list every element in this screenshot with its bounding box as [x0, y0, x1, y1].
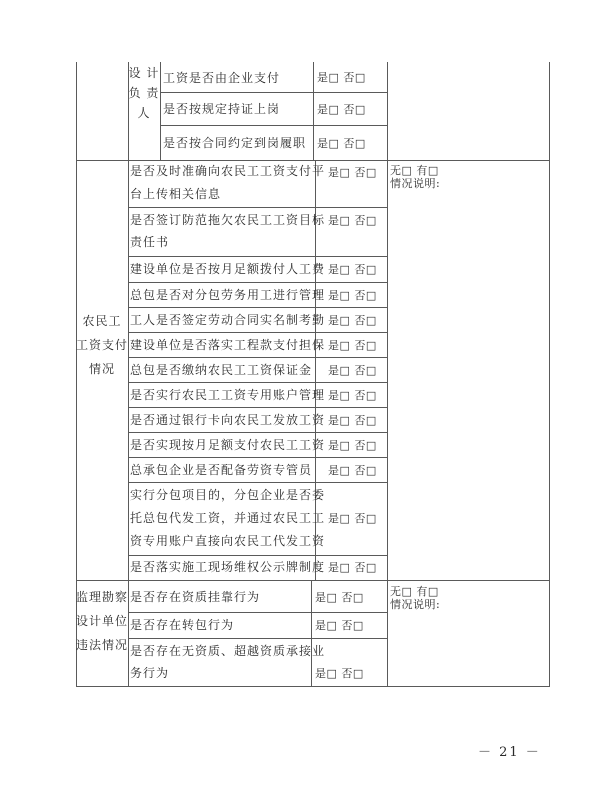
question-text: 工资是否由企业支付 [163, 71, 281, 85]
situation-note-label: 情况说明: [390, 598, 441, 611]
design-lead-label-line: 人 [137, 106, 151, 120]
question-text: 建设单位是否按月足额拨付人工费 [130, 262, 326, 276]
row-divider [128, 638, 387, 639]
yes-no-checkbox[interactable]: 是□ 否□ [317, 71, 366, 84]
question-text: 是否按规定持证上岗 [163, 102, 281, 116]
question-text: 责任书 [130, 235, 170, 249]
wages-section-label-line: 农民工 [82, 314, 122, 328]
question-text: 台上传相关信息 [130, 187, 222, 201]
yes-no-checkbox[interactable]: 是□ 否□ [328, 464, 377, 477]
row-divider [128, 307, 387, 308]
yes-no-checkbox[interactable]: 是□ 否□ [328, 166, 377, 179]
question-text: 是否签订防范拖欠农民工工资目标 [130, 213, 326, 227]
yes-no-checkbox[interactable]: 是□ 否□ [328, 339, 377, 352]
question-text: 工人是否签定劳动合同实名制考勤 [130, 313, 326, 327]
question-text: 务行为 [130, 666, 170, 680]
design-lead-label-line: 设 计 [128, 66, 160, 80]
yes-no-checkbox[interactable]: 是□ 否□ [317, 137, 366, 150]
row-divider [128, 407, 387, 408]
question-text: 总承包企业是否配备劳资专管员 [130, 463, 313, 477]
supervision-section-label-line: 设计单位 [76, 614, 129, 628]
column-divider-options [313, 62, 314, 160]
section-divider [76, 580, 550, 581]
supervision-section-label-line: 监理勘察 [76, 590, 129, 604]
question-text: 是否存在资质挂靠行为 [130, 590, 261, 604]
table-bottom-border [76, 686, 550, 687]
row-divider [128, 207, 387, 208]
column-divider-label [128, 62, 129, 687]
yes-no-checkbox[interactable]: 是□ 否□ [328, 512, 377, 525]
row-divider [160, 92, 387, 93]
question-text: 是否存在转包行为 [130, 618, 235, 632]
row-divider [128, 432, 387, 433]
row-divider [128, 256, 387, 257]
row-divider [128, 612, 387, 613]
yes-no-checkbox[interactable]: 是□ 否□ [328, 214, 377, 227]
column-divider-options [311, 580, 312, 687]
yes-no-checkbox[interactable]: 是□ 否□ [328, 389, 377, 402]
row-divider [128, 382, 387, 383]
row-divider [128, 332, 387, 333]
wages-section-label-line: 工资支付 [76, 338, 129, 352]
yes-no-checkbox[interactable]: 是□ 否□ [317, 103, 366, 116]
none-yes-checkbox[interactable]: 无□ 有□ [390, 585, 439, 598]
yes-no-checkbox[interactable]: 是□ 否□ [328, 263, 377, 276]
question-text: 托总包代发工资，并通过农民工工 [130, 511, 326, 525]
row-divider [160, 125, 387, 126]
page-number: － 21 － [478, 745, 541, 760]
situation-note-label: 情况说明: [390, 177, 441, 190]
design-lead-label-line: 负 责 [128, 86, 160, 100]
yes-no-checkbox[interactable]: 是□ 否□ [328, 289, 377, 302]
question-text: 是否按合同约定到岗履职 [163, 136, 307, 150]
table-right-border [549, 62, 550, 687]
yes-no-checkbox[interactable]: 是□ 否□ [328, 364, 377, 377]
question-text: 是否存在无资质、超越资质承接业 [130, 644, 326, 658]
question-text: 是否实行农民工工资专用账户管理 [130, 388, 326, 402]
column-divider-sublabel [160, 62, 161, 160]
question-text: 是否落实施工现场维权公示牌制度 [130, 560, 326, 574]
yes-no-checkbox[interactable]: 是□ 否□ [328, 314, 377, 327]
yes-no-checkbox[interactable]: 是□ 否□ [328, 414, 377, 427]
yes-no-checkbox[interactable]: 是□ 否□ [315, 667, 364, 680]
none-yes-checkbox[interactable]: 无□ 有□ [390, 164, 439, 177]
question-text: 是否实现按月足额支付农民工工资 [130, 438, 326, 452]
question-text: 总包是否对分包劳务用工进行管理 [130, 288, 326, 302]
row-divider [128, 282, 387, 283]
question-text: 资专用账户直接向农民工代发工资 [130, 534, 326, 548]
yes-no-checkbox[interactable]: 是□ 否□ [328, 439, 377, 452]
wages-section-label-line: 情况 [88, 362, 115, 376]
question-text: 是否通过银行卡向农民工发放工资 [130, 413, 326, 427]
question-text: 建设单位是否落实工程款支付担保 [130, 338, 326, 352]
supervision-section-label-line: 违法情况 [76, 638, 129, 652]
row-divider [128, 357, 387, 358]
yes-no-checkbox[interactable]: 是□ 否□ [328, 561, 377, 574]
row-divider [128, 457, 387, 458]
question-text: 实行分包项目的，分包企业是否委 [130, 488, 326, 502]
yes-no-checkbox[interactable]: 是□ 否□ [315, 591, 364, 604]
yes-no-checkbox[interactable]: 是□ 否□ [315, 619, 364, 632]
row-divider [128, 482, 387, 483]
question-text: 总包是否缴纳农民工工资保证金 [130, 363, 313, 377]
column-divider-notes [387, 62, 388, 687]
question-text: 是否及时准确向农民工工资支付平 [130, 164, 326, 178]
